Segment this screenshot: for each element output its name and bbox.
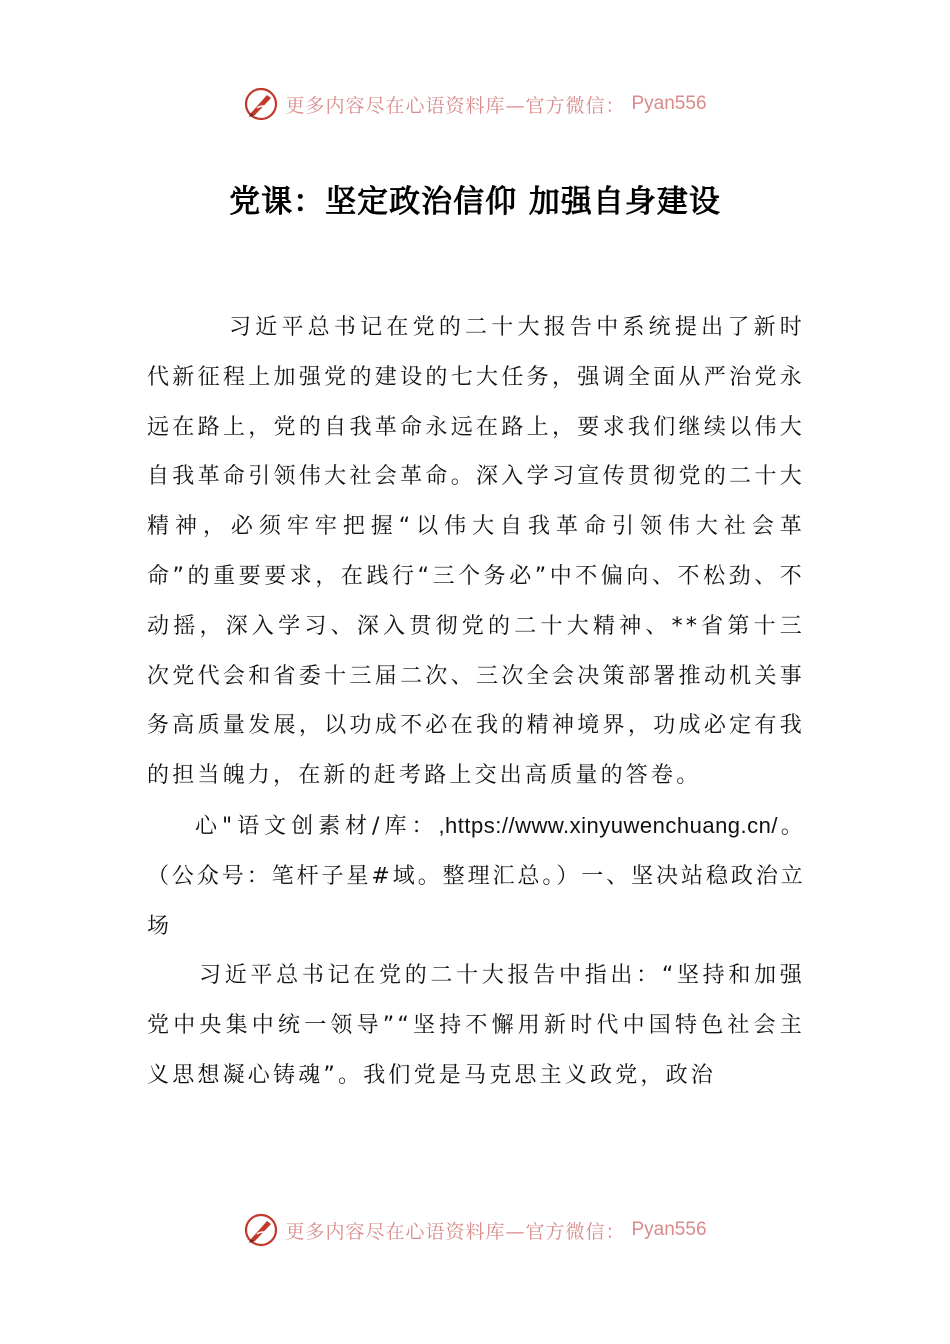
- source-note-suffix: 。（公众号：笔杆子星#域。整理汇总。）一、坚决站稳政治立场: [147, 813, 805, 939]
- paragraph-section-one: 习近平总书记在党的二十大报告中指出：“坚持和加强党中央集中统一领导”“坚持不懈用新时代中国特色社会主义思想凝心铸魂”。我们党是马克思主义政党，政治: [147, 963, 805, 1088]
- pen-logo-icon: [243, 1212, 279, 1248]
- header-wechat-id: Pyan556: [631, 93, 707, 114]
- source-url-link[interactable]: ,https://www.xinyuwenchuang.cn/: [438, 812, 778, 838]
- pen-logo-icon: [243, 86, 279, 122]
- footer-watermark-banner: [0, 1210, 950, 1250]
- paragraph-intro: 习近平总书记在党的二十大报告中系统提出了新时代新征程上加强党的建设的七大任务，强调全面从严治党永远在路上，党的自我革命永远在路上，要求我们继续以伟大自我革命引领伟大社会革命。深入学习宣传贯彻党的二十大精神，必须牢牢把握“以伟大自我革命引领伟大社会革命”的重要要求，在践行“三个务必”中不偏向、不松劲、不动摇，深入学习、深入贯彻党的二十大精神、**省第十三次党代会和省委十三届二次、三次全会决策部署推动机关事务高质量发展，以功成不必在我的精神境界，功成必定有我的担当魄力，在新的赶考路上交出高质量的答卷。: [147, 315, 805, 789]
- header-watermark-text: 更多内容尽在心语资料库—官方微信：: [285, 94, 626, 117]
- footer-watermark-text: 更多内容尽在心语资料库—官方微信：: [285, 1220, 626, 1243]
- source-note-prefix: 心"语文创素材/库：: [195, 813, 439, 839]
- paragraph-source-note: [147, 801, 805, 951]
- document-body: [147, 303, 805, 1101]
- header-watermark-banner: [0, 84, 950, 124]
- footer-wechat-id: Pyan556: [631, 1219, 707, 1240]
- document-title: 党课：坚定政治信仰 加强自身建设: [229, 184, 721, 220]
